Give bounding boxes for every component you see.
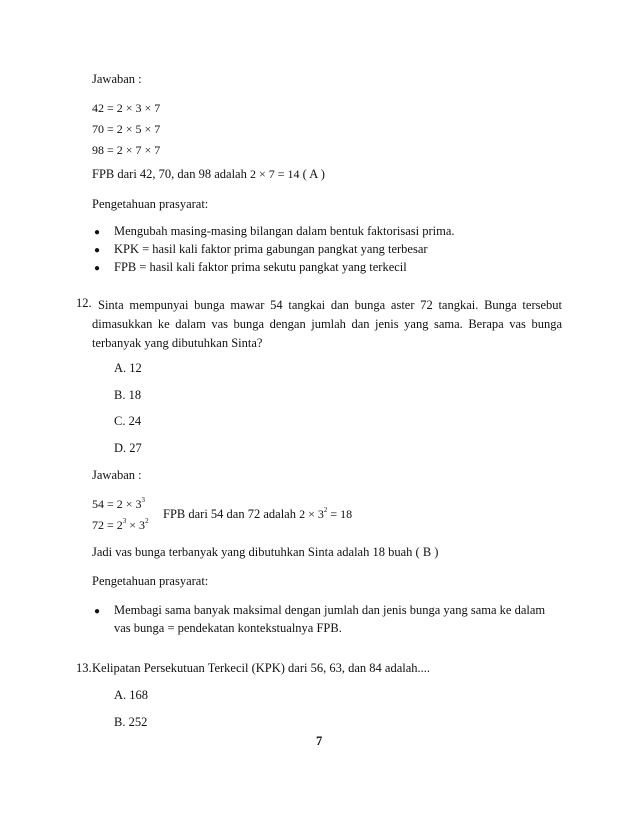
bullet-icon: ● (94, 263, 101, 274)
bullet-icon: ● (94, 606, 101, 617)
fpb-expr-exp: 2 (323, 506, 328, 514)
fpb-expr-pre: 2 × 3 (299, 507, 324, 521)
fpb-statement (92, 167, 325, 182)
prasyarat-label: Pengetahuan prasyarat: (92, 574, 209, 588)
fpb-expression: 2 × 7 = 14 (249, 167, 300, 181)
option-d: D. 27 (114, 441, 142, 455)
page-number: 7 (316, 734, 323, 748)
eq-72-exp2: 2 (145, 517, 149, 525)
prasyarat-item: KPK = hasil kali faktor prima gabungan pangkat yang terbesar (114, 242, 428, 256)
factorization-42: 42 = 2 × 3 × 7 (92, 101, 161, 115)
fpb-statement-12 (163, 506, 352, 522)
eq-54-base: 54 = 2 × 3 (92, 497, 142, 511)
fpb-text: FPB dari 42, 70, dan 98 adalah (92, 167, 247, 181)
jawaban-label: Jawaban : (92, 72, 142, 86)
eq-72-mid: × 3 (126, 518, 146, 532)
question-12-number: 12. (76, 296, 92, 310)
prasyarat-item-line2: vas bunga = pendekatan kontekstualnya FPB. (114, 621, 342, 635)
factorization-72 (92, 517, 149, 533)
factorization-70: 70 = 2 × 5 × 7 (92, 122, 161, 136)
prasyarat-label: Pengetahuan prasyarat: (92, 197, 209, 211)
conclusion-12: Jadi vas bunga terbanyak yang dibutuhkan Sinta adalah 18 buah ( B ) (92, 545, 439, 559)
question-12-text: Sinta mempunyai bunga mawar 54 tangkai dan bunga aster 72 tangkai. Bunga tersebut dimasukkan ke dalam vas bunga dengan jumlah dan jenis yang sama. Berapa vas bunga terbanyak yang dibutuhkan Sinta? (92, 298, 562, 350)
option-a: A. 168 (114, 688, 149, 702)
question-13-number: 13. (76, 661, 92, 675)
eq-72-exp1: 3 (122, 517, 127, 525)
option-b: B. 252 (114, 715, 148, 729)
eq-54-exp: 3 (141, 496, 146, 504)
fpb-text: FPB dari 54 dan 72 adalah (163, 507, 296, 521)
option-a: A. 12 (114, 361, 142, 375)
prasyarat-item-line1: Membagi sama banyak maksimal dengan jumlah dan jenis bunga yang sama ke dalam (114, 603, 546, 617)
prasyarat-item: FPB = hasil kali faktor prima sekutu pangkat yang terkecil (114, 260, 407, 274)
fpb-answer: ( A ) (302, 167, 325, 181)
option-b: B. 18 (114, 388, 142, 402)
bullet-icon: ● (94, 245, 101, 256)
eq-72-base: 72 = 2 (92, 518, 123, 532)
factorization-98: 98 = 2 × 7 × 7 (92, 143, 161, 157)
option-c: C. 24 (114, 414, 142, 428)
factorization-54 (92, 496, 145, 512)
jawaban-label: Jawaban : (92, 468, 142, 482)
question-13-text: Kelipatan Persekutuan Terkecil (KPK) dari 56, 63, dan 84 adalah.... (92, 661, 431, 675)
bullet-icon: ● (94, 227, 101, 238)
fpb-expression (299, 507, 352, 521)
prasyarat-item: Mengubah masing-masing bilangan dalam bentuk faktorisasi prima. (114, 224, 455, 238)
fpb-expr-post: = 18 (327, 507, 353, 521)
